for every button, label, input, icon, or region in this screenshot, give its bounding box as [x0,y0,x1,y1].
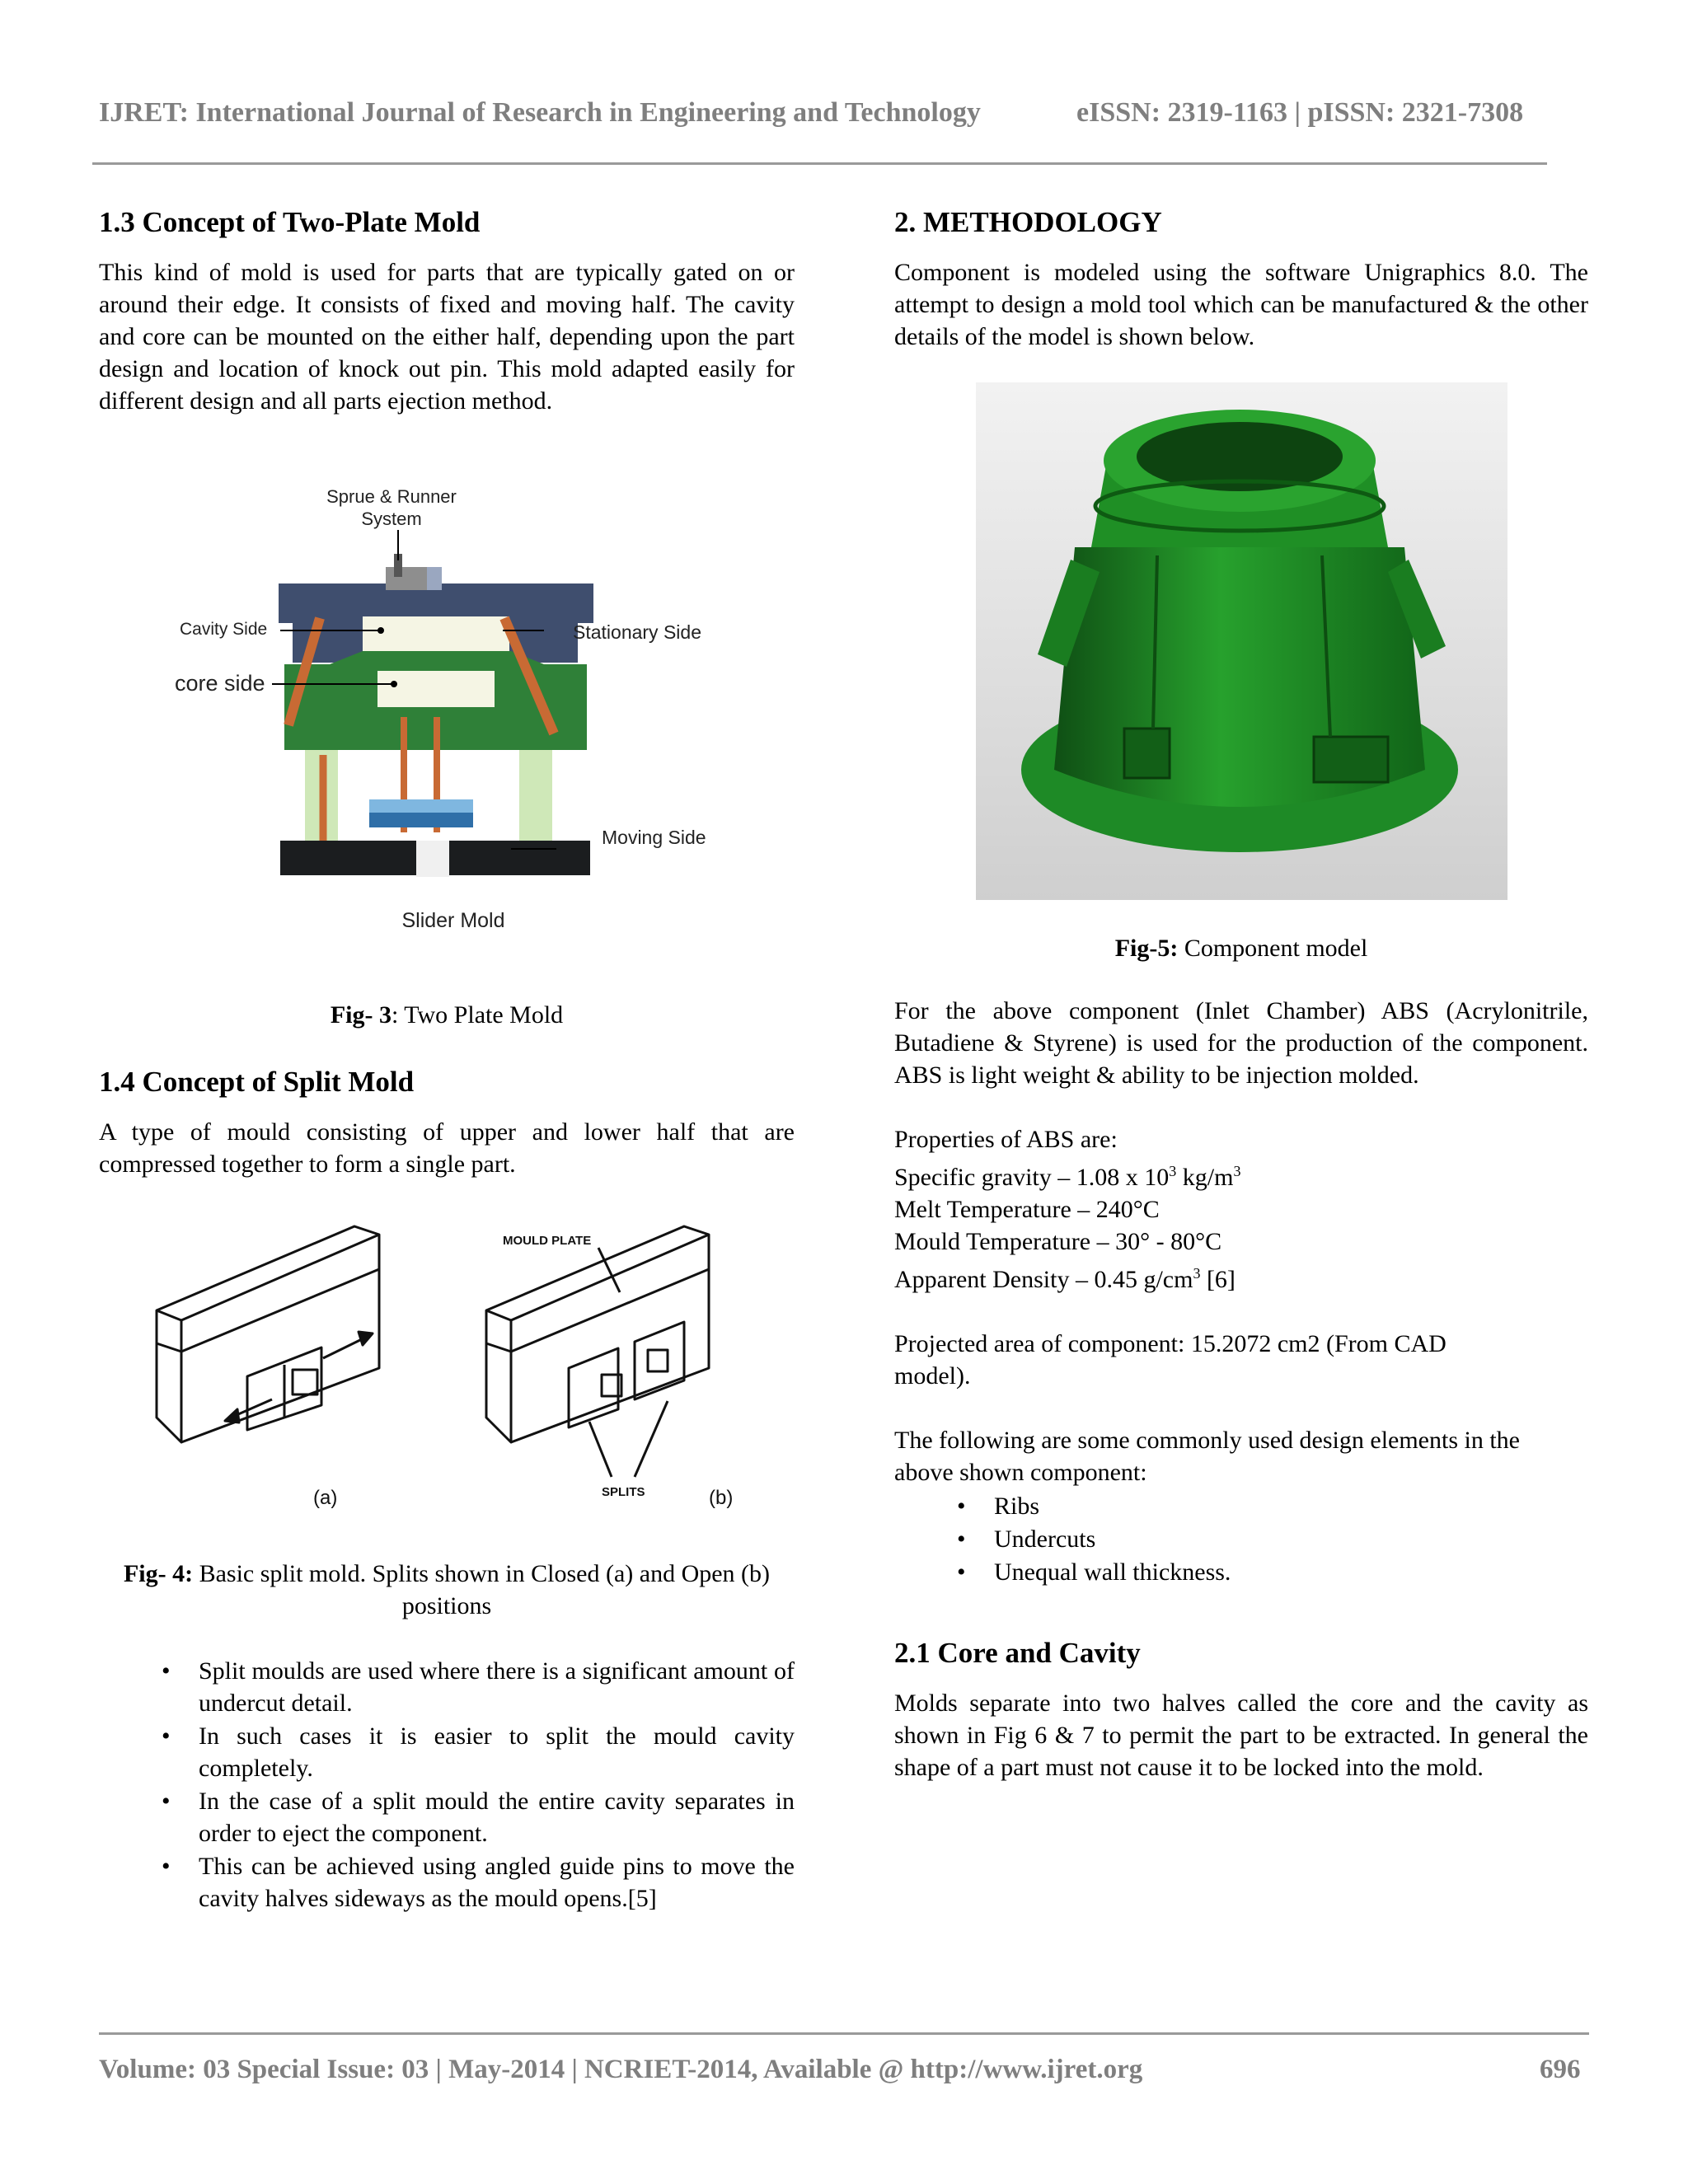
methodology-section [894,206,1588,353]
fig-3-text: : Two Plate Mold [391,1001,564,1029]
fig-5-caption [894,932,1588,964]
methodology-title: 2. METHODOLOGY [894,206,1162,238]
fig-3-label: Fig- 3 [330,1001,392,1029]
stationary-side-label: Stationary Side [573,621,701,643]
section-1-4-body: A type of mould consisting of upper and lower half that are compressed together to form a single part. [99,1118,795,1178]
component-model-render [976,382,1507,900]
specific-gravity: Specific gravity – 1.08 x $10^3$ $kg/m^3$ [894,1163,1241,1191]
design-element-item: • Undercuts [957,1526,1096,1553]
fig-5-label: Fig-5: [1114,935,1179,962]
splits-label: SPLITS [602,1485,645,1499]
two-plate-mold-diagram [165,478,734,948]
cavity-side-label: Cavity Side [180,620,268,639]
system-label: System [361,509,422,529]
sprue-label: Sprue & Runner [326,486,457,507]
mould-temperature: Mould Temperature – 30° - 80°C [894,1228,1222,1255]
design-element-item: • Ribs [957,1493,1040,1520]
core-side-label: core side [175,671,265,696]
abs-paragraph: For the above component (Inlet Chamber) ABS (Acrylonitrile, Butadiene & Styrene) is used for the production of the component. ABS is light weight & ability to be injection molded. [894,997,1588,1089]
section-1-3-title: 1.3 Concept of Two-Plate Mold [99,206,481,238]
melt-temperature: Melt Temperature – 240°C [894,1196,1160,1223]
fig-4-label: Fig- 4: [123,1560,194,1587]
abs-paragraph-block [894,995,1588,1589]
section-2-1-title: 2.1 Core and Cavity [894,1637,1141,1669]
page-number: 696 [1540,2055,1581,2084]
methodology-body: Component is modeled using the software Unigraphics 8.0. The attempt to design a mold tool which can be manufactured & the other details of the model is shown below. [894,259,1588,350]
apparent-density: Apparent Density – 0.45 $g/cm^3$ [6] [894,1265,1236,1293]
section-2-1 [894,1637,1588,1783]
issn-header: eISSN: 2319-1163 | pISSN: 2321-7308 [1076,97,1524,128]
split-mould-bullets [99,1655,795,1915]
bullet-item: • In the case of a split mould the entire cavity separates in order to eject the component. [162,1788,795,1847]
slider-mold-label: Slider Mold [401,909,505,932]
section-1-4-title: 1.4 Concept of Split Mold [99,1066,415,1098]
design-elements-intro: The following are some commonly used design elements in the above shown component: [894,1427,1520,1486]
section-2-1-body: Molds separate into two halves called the core and the cavity as shown in Fig 6 & 7 to permit the part to be extracted. In general the shape of a part must not cause it to be locked into the mold. [894,1690,1588,1781]
fig-4-caption [99,1558,795,1622]
fig-4b-label: (b) [709,1487,734,1509]
fig-5-text: Component model [1178,935,1368,962]
footer-rule [99,2032,1589,2035]
bullet-item: • This can be achieved using angled guide pins to move the cavity halves sideways as the mould opens.[5] [162,1853,795,1912]
section-1-4 [99,1066,795,1180]
left-column [99,206,795,417]
design-element-item: • Unequal wall thickness. [957,1558,1231,1586]
journal-header: IJRET: International Journal of Research in Engineering and Technology [99,97,981,128]
bullet-item: • In such cases it is easier to split the mould cavity completely. [162,1722,795,1782]
fig-4a-label: (a) [313,1487,338,1509]
projected-area: Projected area of component: 15.2072 cm2 (From CAD model). [894,1330,1447,1390]
abs-properties [894,1123,1588,1296]
moving-side-label: Moving Side [602,827,706,848]
section-1-3-body: This kind of mold is used for parts that are typically gated on or around their edge. It consists of fixed and moving half. The cavity and core can be mounted on the either half, depending upon the part design and location of knock out pin. This mold adapted easily for different design and all parts ejection method. [99,259,795,415]
fig-3-caption [99,999,795,1031]
mould-plate-label: MOULD PLATE [503,1234,592,1248]
bullet-item: • Split moulds are used where there is a significant amount of undercut detail. [162,1657,795,1717]
split-mold-diagram [107,1212,750,1533]
header-rule [92,162,1547,165]
footer-text: Volume: 03 Special Issue: 03 | May-2014 | NCRIET-2014, Available @ http://www.ijret.org [99,2055,1143,2084]
properties-title: Properties of ABS are: [894,1126,1118,1153]
fig-4-text: Basic split mold. Splits shown in Closed (a) and Open (b) positions [193,1560,771,1619]
